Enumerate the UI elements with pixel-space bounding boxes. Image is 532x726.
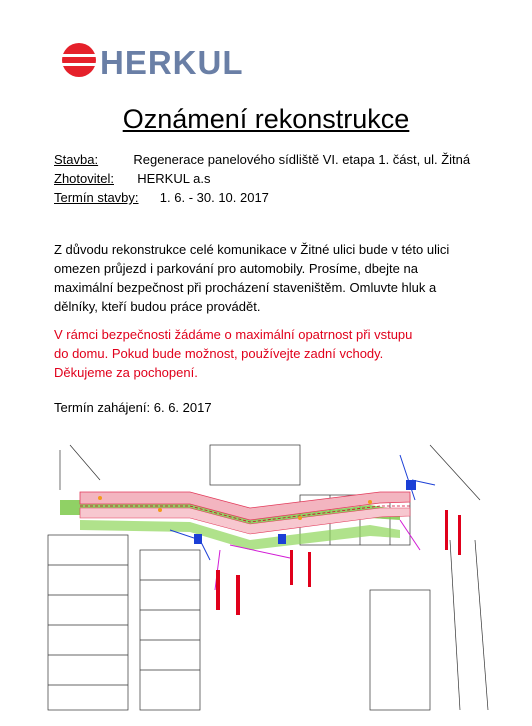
zhotovitel-value: HERKUL a.s xyxy=(137,171,211,186)
paragraph-line: Z důvodu rekonstrukce celé komunikace v Žitné ulici bude v této ulici xyxy=(54,242,450,257)
paragraph-line: omezen průjezd i parkování pro automobily. Prosíme, dbejte na xyxy=(54,261,418,276)
paragraph-info xyxy=(54,240,484,316)
termin-value: 1. 6. - 30. 10. 2017 xyxy=(159,190,269,205)
start-value: 6. 6. 2017 xyxy=(153,400,212,415)
stavba-line xyxy=(54,152,470,167)
warning-line: do domu. Pokud bude možnost, používejte zadní vchody. xyxy=(54,346,384,361)
logo-wordmark: HERKUL xyxy=(100,44,244,81)
warning-line: V rámci bezpečnosti žádáme o maximální opatrnost při vstupu xyxy=(54,327,413,342)
termin-label: Termín stavby: xyxy=(54,190,139,205)
start-date-line xyxy=(54,400,212,415)
page-title: Oznámení rekonstrukce xyxy=(122,104,410,134)
termin-line xyxy=(54,190,269,205)
stavba-label: Stavba: xyxy=(54,152,99,167)
paragraph-line: dělníky, kteří budou práce provádět. xyxy=(54,299,261,314)
warning-line: Děkujeme za pochopení. xyxy=(54,365,198,380)
paragraph-warning xyxy=(54,325,484,382)
zhotovitel-line xyxy=(54,171,210,186)
start-label: Termín zahájení: xyxy=(54,400,151,415)
site-plan-drawing xyxy=(40,440,496,720)
zhotovitel-label: Zhotovitel: xyxy=(54,171,114,186)
stavba-value: Regenerace panelového sídliště VI. etapa 1. část, ul. Žitná xyxy=(133,152,471,167)
paragraph-line: maximální bezpečnost při procházení staveništěm. Omluvte hluk a xyxy=(54,280,437,295)
